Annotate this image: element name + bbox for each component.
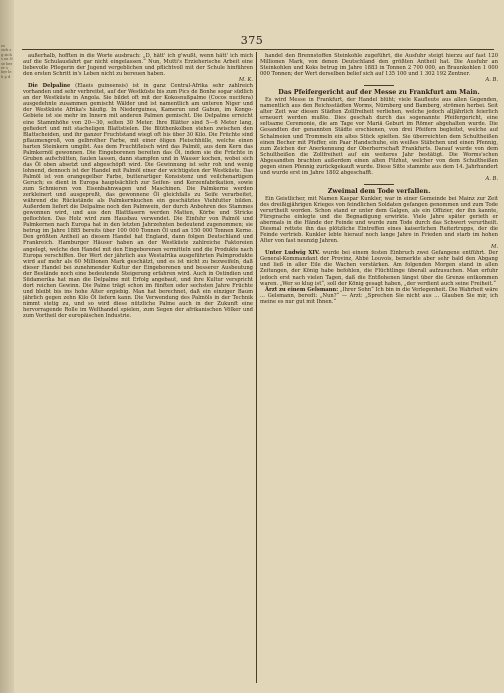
article-text: Es wird Messe in Frankfurt, der Handel blüht; viele Kaufleute aus allen Gegenden, namentlich aus den Reichsstädten Worms, Nürnberg und Bamberg, strömen herbei. Seit alter Zeit war diesen Städten Zollfreiheit verliehen, welche jedoch alljährlich feierlich erneuert werden mußte. Dies geschah durch das sogenannte Pfeifergericht, eine seltsame Ceremonie, die am Tage vor Mariä Geburt im Römer abgehalten wurde. Die Gesandten der genannten Städte erschienen, von drei Pfeifern begleitet, welche auf Schalmeien und Trommeln ein altes Stück spielten. Sie überreichten dem Schultheißen einen Becher mit Pfeffer, ein Paar Handschuhe, ein weißes Stäbchen und einen Pfennig, zum Zeichen der Anerkennung der Oberherrschaft Frankfurts. Darauf wurde von dem Schultheißen die Zollfreiheit auf ein weiteres Jahr bestätigt. Die Worms'schen Abgesandten brachten außerdem einen alten Filzhut, welcher von dem Schultheißen gegen einen Pfennig zurückgekauft wurde. Diese Sitte stammte aus dem 14. Jahrhundert und wurde erst im Jahre 1802 abgeschafft. [260,97,498,176]
section-heading: Das Pfeifergericht auf der Messe zu Frankfurt am Main. [278,88,480,97]
article-signature: A. B. [485,77,498,84]
article-signature: M. K. [238,77,253,84]
article-paragraph [260,287,498,305]
article-text: (Elaeis guineensis) ist in ganz Central-Afrika sehr zahlreich vorhanden und sehr verbreitet, auf der Westküste bis zum Pics de Bonhe sogar südlich an der Westküste in Angola. Sie bildet oft mit der Kokosnußpalme (Cocos nucifera) ausgedehnte zusammen gemischt Wälder und ist namentlich am unteren Niger und der Westküste Afrika's häufig. In Niederguinea, Kamerun und Gabun, im Kongo-Gebiete ist sie mehr im Innern mit anderen Palmen gemischt. Die Delpalme erreicht eine Stammhöhe von 20—30, selten 30 Meter. Ihre Blätter sind 5—6 Meter lang, gefiedert und mit stacheligen Blattstielen. Die Blüthenkolben stehen zwischen den Blattscheiden, und ihr ganzer Fruchtstand wiegt oft bis über 30 Kilo. Die Früchte sind pflaumengroß, von gelbrother Farbe, mit einer öligen Fleischhülle, welche einen harten Steinkern umgibt. Aus dem Fruchtfleisch wird das Palmöl, aus dem Kern das Palmkernöl gewonnen. Die Eingeborenen bereiten das Öl, indem sie die Früchte in Gruben aufschütten, faulen lassen, dann stampfen und in Wasser kochen, wobei sich das Öl oben absetzt und abgeschöpft wird. Die Gewinnung ist sehr roh und wenig lohnend, dennoch ist der Handel mit Palmöl einer der wichtigsten der Westküste. Das Palmöl ist von orangegelber Farbe, butterartiger Konsistenz und veilchenartigem Geruch; es dient in Europa hauptsächlich zur Seifen- und Kerzenfabrikation, sowie zum Schmieren von Eisenbahnwagen und Maschinen. Die Palmkerne werden zerkleinert und ausgepreßt, das gewonnene Öl gleichfalls zu Seife verarbeitet, während die Rückstände als Palmkernkuchen ein geschätztes Viehfutter bilden. Außerdem liefert die Delpalme noch den Palmwein, der durch Anbohren des Stammes gewonnen wird, und aus den Blattfasern werden Matten, Körbe und Stricke geflochten. Das Holz wird zum Hausbau verwendet. Die Einfuhr von Palmöl und Palmkernen nach Europa hat in den letzten Jahrzehnten bedeutend zugenommen; sie betrug im Jahre 1885 bereits über 100 000 Tonnen Öl und an 150 000 Tonnen Kerne. Den größten Antheil an diesem Handel hat England, dann folgen Deutschland und Frankreich. Hamburger Häuser haben an der Westküste zahlreiche Faktoreien angelegt, welche den Handel mit den Eingeborenen vermitteln und die Produkte nach Europa verschiffen. Der Wert der jährlich aus Westafrika ausgeführten Palmprodukte wird auf mehr als 60 Millionen Mark geschätzt, und es ist nicht zu bezweifeln, daß dieser Handel bei zunehmender Kultur der Eingeborenen und besserer Ausbeutung der Bestände noch eine bedeutende Steigerung erfahren wird. Auch in Ostindien und Südamerika hat man die Delpalme mit Erfolg angebaut, und ihre Kultur verspricht dort reichen Gewinn. Die Palme trägt schon im fünften oder sechsten Jahre Früchte und bleibt bis ins hohe Alter ergiebig. Man hat berechnet, daß ein einziger Baum jährlich gegen zehn Kilo Öl liefern kann. Die Verwendung des Palmöls in der Technik nimmt stetig zu, und so wird diese nützliche Palme auch in der Zukunft eine hervorragende Rolle im Welthandel spielen, zum Segen der afrikanischen Völker und zum Vortheil der europäischen Industrie. [23,83,253,320]
article-keyword: Unter Ludwig XIV. [265,250,323,257]
article-text: außerhalb, hofften in die Worte ausbrach: „D, hätt' ich g'wußt, wenn hätt' ich mich auf die Schulausfahrt gar nicht eingelassen.“ Nun, Mutti's Erzieherische Arbeit eine liebevolle Pflegerin der Jugend vergeblichen und pflichtvoll mit der Schule hinführen den ersten Schritt in's Leben nicht zu bereuen haben. [23,53,253,78]
article-paragraph [23,83,253,319]
header-rule [22,49,494,50]
article-paragraph [23,53,253,83]
article-paragraph [260,53,498,83]
column-divider [256,52,257,683]
article-paragraph [260,97,498,182]
article-keyword: Ärzt zu einem Gelsmann: [265,286,340,293]
binding-edge [0,0,14,693]
margin-notes: es sich s g sich s en N se ber er s ber le b p d [1,44,13,79]
section-separator [364,184,394,185]
article-text: handel den Brennstoffen Steinkohle zugeführt, die Ausfuhr steigt hierzu auf fast 120 Millionen Mark, von denen Deutschland den größten Antheil hat. Die Ausfuhr an Steinkohlen und Koks betrug im Jahre 1883 in Tonnen 2 700 000, an Braunkohlen 1 000 000 Tonnen; der Wert derselben belief sich auf 135 100 und 1 302 192 Zentner. [260,53,498,78]
section-separator [364,85,394,86]
page-number: 375 [240,34,264,47]
article-signature: M. [491,244,498,251]
left-column [23,53,253,689]
article-signature: A. B. [485,175,498,182]
article-keyword: Die Delpaline [28,83,76,90]
article-paragraph [260,250,498,286]
article-text: Ein Geistlicher, mit Namen Kaspar Kunkler, war in einer Gemeinde bei Mainz zur Zeit des dreißigjährigen Krieges von feindlichen Soldaten gefangen genommen und zum Tode verurtheilt worden. Schon stand er unter dem Galgen, als ein Offizier, der ihn kannte, Fürsprache einlegte und die Begnadigung erwirkte. Viele Jahre später gerieth er abermals in die Hände der Feinde und wurde zum Tode durch das Schwert verurtheilt. Diesmal rettete ihn das plötzliche Eintreffen eines kaiserlichen Reitertrupps, der die Feinde vertrieb. Kunkler lebte hierauf noch lange Jahre in Frieden und starb im hohen Alter von fast neunzig Jahren. [260,195,498,245]
section-heading: Zweimal dem Tode verfallen. [327,186,431,195]
right-column [260,53,498,689]
article-paragraph [260,196,498,250]
article-text: „Ihrer Sohn“ Ich bin in die Verlegenheit. Die Wahrheit wäre ... Gelsmann, beredt: „Nun?“ — Arzt: „Sprechen Sie nicht aus ... Glauben Sie mir, ich meine es nur gut mit Ihnen.“ [260,286,498,305]
article-text: wurde bei einem festen Einbruch zwei Gefangene entführt. Der General-Kommandant der Provinz, Abbé Louvois, bemerkte aber sehr bald den Abgang und ließ in aller Eile die Wachen verstärken. Am folgenden Morgen stand in allen Zeitungen, der König habe befohlen, die Flüchtlinge überall aufzusuchen. Man erfuhr jedoch erst nach vielen Tagen, daß die Entflohenen längst über die Grenze entkommen waren. „Wer so klug ist“, soll der König gesagt haben, „der verdient auch seine Freiheit.“ [260,250,498,287]
